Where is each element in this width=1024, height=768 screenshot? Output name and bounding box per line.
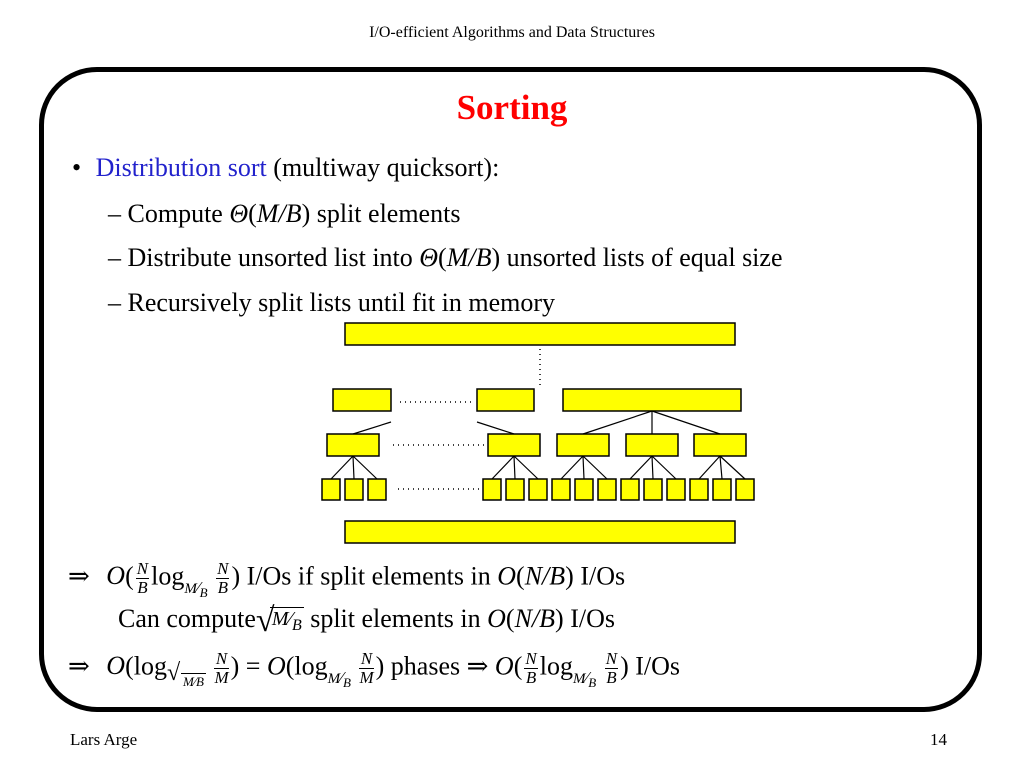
sub-arg: M/B <box>256 199 302 228</box>
equals-sign: = <box>245 651 261 681</box>
implies-arrow: ⇒ <box>68 651 90 681</box>
page-number: 14 <box>930 730 947 749</box>
sub-text: Recursively split lists until fit in memory <box>127 288 556 317</box>
log-text: log <box>151 561 185 591</box>
sub-text: Distribute unsorted list into <box>127 243 420 272</box>
n-over-b: N/B <box>524 561 566 591</box>
log-base-m-b: M⁄B <box>184 578 208 601</box>
leaf-block <box>644 479 662 500</box>
leaf-block <box>345 479 363 500</box>
result-text: split elements in <box>310 604 481 633</box>
log-base-m-b: M⁄B <box>572 668 597 691</box>
list-block-level2 <box>488 434 540 456</box>
n-over-b: N/B <box>514 604 556 633</box>
list-block-top <box>345 323 735 345</box>
leaf-block <box>483 479 501 500</box>
result-text: Can compute <box>118 604 256 633</box>
phases-text: phases <box>390 651 461 681</box>
list-block-bottom <box>345 521 735 543</box>
result-text: I/Os if split elements in <box>246 561 491 591</box>
ios-label: I/Os <box>580 561 626 591</box>
fraction-n-b: $\frac{N}{B}$ <box>525 649 537 687</box>
sub-dash: – <box>108 288 121 317</box>
presentation-header: I/O-efficient Algorithms and Data Structures <box>369 24 655 41</box>
ios-label: I/Os <box>635 651 681 681</box>
sub-dash: – <box>108 243 121 272</box>
theta-symbol: Θ <box>419 243 439 272</box>
list-block-level2 <box>626 434 678 456</box>
sub-dash: – <box>108 199 121 228</box>
sub-text: unsorted lists of equal size <box>500 243 783 272</box>
log-base-m-b: M⁄B <box>327 668 351 691</box>
leaf-block <box>368 479 386 500</box>
leaf-block <box>322 479 340 500</box>
big-o: O <box>497 561 517 591</box>
big-o: O <box>106 561 126 591</box>
big-o: O <box>494 651 514 681</box>
result-line-2: Can compute √ $M⁄_B$ split elements in O(N/B) I/Os <box>118 602 615 640</box>
slide-title: Sorting <box>456 88 568 127</box>
leaf-block <box>713 479 731 500</box>
theta-symbol: Θ <box>229 199 249 228</box>
list-block-level1 <box>563 389 741 411</box>
leaf-block <box>667 479 685 500</box>
ios-label: I/Os <box>570 604 615 633</box>
log-text: log <box>294 651 328 681</box>
leaf-block <box>506 479 524 500</box>
fraction-n-b: $\frac{N}{B}$ <box>605 649 618 687</box>
sub-text: split elements <box>310 199 461 228</box>
leaf-block <box>736 479 754 500</box>
dotted-gaps <box>393 349 540 489</box>
sub-arg: M/B <box>446 243 492 272</box>
big-o: O <box>266 651 286 681</box>
result-line-1: ⇒ O( $\frac{N}{B}$ $\log_{M⁄B}$ $\frac{N}{B}$ ) I/Os if split elements in O(N/B) I/Os <box>68 559 626 601</box>
leaf-block <box>598 479 616 500</box>
big-o: O <box>487 604 506 633</box>
footer-author: Lars Arge <box>70 730 138 749</box>
sqrt-m-over-b: √ M⁄B <box>166 660 204 690</box>
list-block-level1 <box>477 389 534 411</box>
fraction-n-b: $\frac{N}{B}$ <box>136 559 149 597</box>
list-block-level1 <box>333 389 391 411</box>
bullet-highlight: Distribution sort <box>95 153 267 182</box>
bullet-marker: • <box>72 153 82 182</box>
implies-arrow: ⇒ <box>68 561 90 591</box>
subitem-compute: – Compute Θ(M/B) split elements <box>108 199 461 228</box>
sub-text: Compute <box>127 199 230 228</box>
leaf-block <box>575 479 593 500</box>
leaf-block <box>621 479 639 500</box>
list-block-level2 <box>557 434 609 456</box>
result-line-3: ⇒ O(log √ M⁄B $\frac{N}{M}$ ) = $O(\log_{M⁄B}$ $\frac{N}{M}$ ) phases ⇒ O( $\frac{N}{B}$ $\log_{M⁄B}$ $\frac{N}{B}$ ) I/Os <box>68 650 680 693</box>
implies-arrow: ⇒ <box>466 651 489 681</box>
fraction-n-m: $\frac{N}{M}$ <box>359 649 374 687</box>
list-block-level2 <box>327 434 379 456</box>
fraction-n-m: $\frac{N}{M}$ <box>214 649 229 687</box>
fraction-n-b: $\frac{N}{B}$ <box>217 559 229 597</box>
leaf-block <box>529 479 547 500</box>
log-text: log <box>133 651 167 681</box>
big-o: O <box>106 651 126 681</box>
subitem-distribute: – Distribute unsorted list into Θ(M/B) unsorted lists of equal size <box>108 243 783 272</box>
list-block-level2 <box>694 434 746 456</box>
bullet-rest: (multiway quicksort): <box>273 153 500 182</box>
leaf-block <box>552 479 570 500</box>
log-text: log <box>539 651 573 681</box>
leaf-block <box>690 479 708 500</box>
sqrt-m-over-b: √ $M⁄_B$ <box>255 602 302 640</box>
